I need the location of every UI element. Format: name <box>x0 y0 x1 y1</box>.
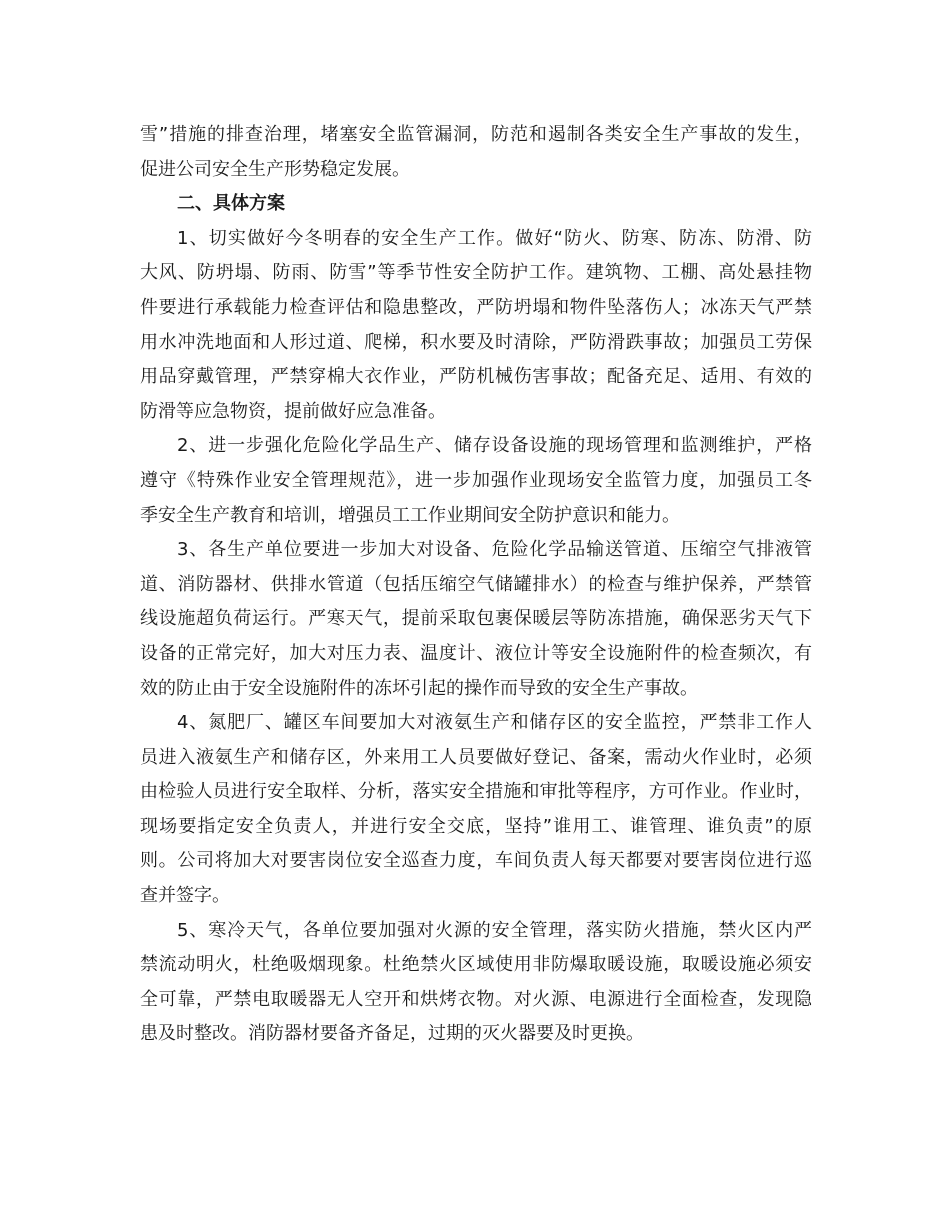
item-5-line: 禁流动明火，杜绝吸烟现象。杜绝禁火区域使用非防爆取暖设施，取暖设施必须安 <box>140 954 812 976</box>
item-3-line: 3、各生产单位要进一步加大对设备、危险化学品输送管道、压缩空气排液管 <box>177 539 812 561</box>
item-4-line: 现场要指定安全负责人，并进行安全交底，坚持”谁用工、谁管理、谁负责”的原 <box>140 815 812 837</box>
item-3-line: 道、消防器材、供排水管道（包括压缩空气储罐排水）的检查与维护保养，严禁管 <box>140 573 812 595</box>
item-3-line: 效的防止由于安全设施附件的冻坏引起的操作而导致的安全生产事故。 <box>140 677 698 699</box>
document-page <box>140 118 812 1052</box>
item-4-line: 由检验人员进行安全取样、分析，落实安全措施和审批等程序，方可作业。作业时， <box>140 781 812 803</box>
item-1-line: 用水冲洗地面和人形过道、爬梯，积水要及时清除，严防滑跌事故；加强员工劳保 <box>140 331 812 353</box>
item-4-line: 则。公司将加大对要害岗位安全巡查力度，车间负责人每天都要对要害岗位进行巡 <box>140 850 812 872</box>
item-3-line: 设备的正常完好，加大对压力表、温度计、液位计等安全设施附件的检查频次，有 <box>140 642 812 664</box>
item-1-line: 用品穿戴管理，严禁穿棉大衣作业，严防机械伤害事故；配备充足、适用、有效的 <box>140 366 812 388</box>
section-heading: 二、具体方案 <box>177 193 285 215</box>
intro-line: 雪”措施的排查治理，堵塞安全监管漏洞，防范和遏制各类安全生产事故的发生， <box>140 124 812 145</box>
item-2-line: 2、进一步强化危险化学品生产、储存设备设施的现场管理和监测维护，严格 <box>177 435 812 457</box>
item-1-line: 件要进行承载能力检查评估和隐患整改，严防坍塌和物件坠落伤人；冰冻天气严禁 <box>140 296 812 318</box>
item-2-line: 季安全生产教育和培训，增强员工工作业期间安全防护意识和能力。 <box>140 504 680 526</box>
item-1-line: 1、切实做好今冬明春的安全生产工作。做好“防火、防寒、防冻、防滑、防 <box>177 227 812 249</box>
item-5-line: 患及时整改。消防器材要备齐备足，过期的灭火器要及时更换。 <box>140 1023 644 1045</box>
item-3-line: 线设施超负荷运行。严寒天气，提前采取包裹保暖层等防冻措施，确保恶劣天气下 <box>140 608 812 630</box>
item-5-line: 5、寒冷天气，各单位要加强对火源的安全管理，落实防火措施，禁火区内严 <box>177 919 812 941</box>
item-1-line: 大风、防坍塌、防雨、防雪”等季节性安全防护工作。建筑物、工棚、高处悬挂物 <box>140 262 812 284</box>
item-4-line: 4、氮肥厂、罐区车间要加大对液氨生产和储存区的安全监控，严禁非工作人 <box>177 712 812 734</box>
item-1-line: 防滑等应急物资，提前做好应急准备。 <box>140 400 446 422</box>
intro-line: 促进公司安全生产形势稳定发展。 <box>140 158 410 180</box>
item-4-line: 员进入液氨生产和储存区，外来用工人员要做好登记、备案，需动火作业时，必须 <box>140 746 812 768</box>
item-4-line: 查并签字。 <box>140 885 230 907</box>
item-2-line: 遵守《特殊作业安全管理规范》，进一步加强作业现场安全监管力度，加强员工冬 <box>140 469 812 491</box>
item-5-line: 全可靠，严禁电取暖器无人空开和烘烤衣物。对火源、电源进行全面检查，发现隐 <box>140 988 812 1010</box>
